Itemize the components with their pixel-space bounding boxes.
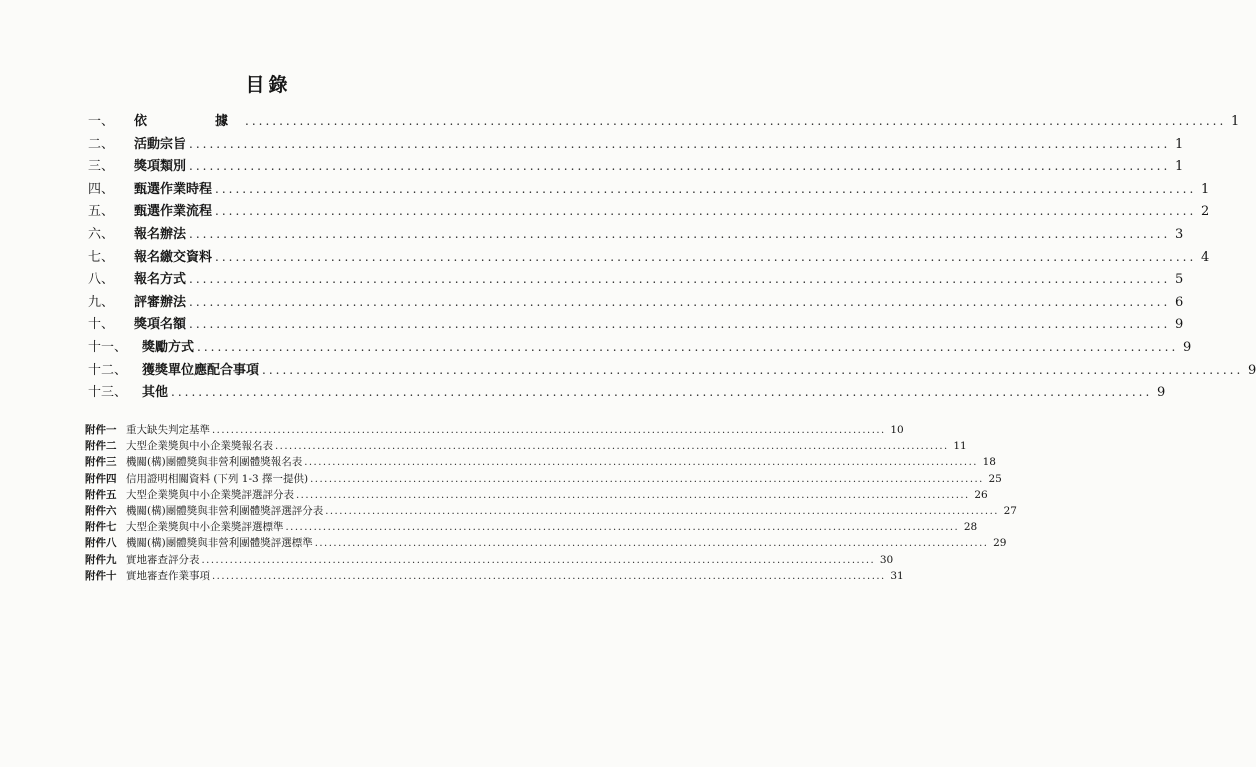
toc-row[interactable] [88, 178, 1210, 201]
dot-leader: ................................................................................................................................................ [215, 204, 1197, 219]
attachment-row[interactable] [85, 535, 1007, 551]
toc-number: 八、 [88, 272, 115, 288]
attachment-number: 附件二 [85, 440, 117, 453]
dot-leader: ................................................................................................................................................ [275, 441, 949, 453]
toc-number: 三、 [88, 159, 115, 175]
toc-title: 評審辦法 [134, 294, 187, 310]
dot-leader: ................................................................................................................................................ [212, 570, 886, 582]
toc-title: 獎項類別 [134, 159, 187, 175]
toc-title: 獲獎單位應配合事項 [142, 362, 260, 378]
toc-page-number: 9 [1248, 362, 1256, 378]
toc-title: 其他 [142, 385, 169, 401]
toc-row[interactable] [88, 268, 1184, 291]
dot-leader: ................................................................................................................................................ [325, 505, 999, 517]
attachment-number: 附件九 [85, 553, 117, 566]
toc-page-number: 1 [1175, 159, 1184, 175]
table-of-contents [88, 110, 1256, 404]
toc-number: 六、 [88, 226, 115, 242]
toc-number: 十二、 [88, 362, 128, 378]
toc-title: 獎勵方式 [142, 339, 195, 355]
dot-leader: ................................................................................................................................................ [212, 425, 886, 436]
toc-number: 十三、 [88, 385, 128, 401]
toc-page-number: 9 [1157, 385, 1166, 401]
attachment-row[interactable] [85, 568, 904, 584]
toc-page-number: 3 [1175, 226, 1184, 242]
attachment-row[interactable] [85, 422, 904, 438]
toc-page-number: 1 [1231, 114, 1240, 129]
attachment-number: 附件四 [85, 472, 117, 485]
toc-row[interactable] [88, 223, 1184, 246]
toc-row[interactable] [88, 291, 1184, 314]
attachment-page-number: 25 [988, 472, 1002, 485]
toc-title: 活動宗旨 [134, 136, 187, 152]
toc-row[interactable] [88, 381, 1166, 404]
dot-leader: ................................................................................................................................................ [189, 226, 1171, 241]
toc-page-number: 9 [1175, 317, 1184, 333]
attachment-row[interactable] [85, 471, 1002, 487]
toc-row[interactable] [88, 336, 1192, 359]
toc-title: 甄選作業時程 [134, 181, 213, 197]
dot-leader: ................................................................................................................................................ [245, 114, 1227, 128]
toc-page-number: 6 [1175, 294, 1184, 310]
attachment-page-number: 31 [890, 569, 904, 582]
attachment-title: 機關(構)團體獎與非營利團體獎報名表 [126, 456, 303, 469]
dot-leader: ................................................................................................................................................ [262, 362, 1244, 377]
toc-page-number: 1 [1175, 136, 1184, 152]
attachment-page-number: 10 [890, 424, 904, 436]
attachment-page-number: 26 [974, 488, 988, 501]
attachment-row[interactable] [85, 519, 978, 535]
dot-leader: ................................................................................................................................................ [189, 159, 1171, 174]
toc-title: 報名辦法 [134, 226, 187, 242]
dot-leader: ................................................................................................................................................ [310, 473, 984, 485]
attachment-row[interactable] [85, 552, 894, 568]
attachment-number: 附件八 [85, 537, 117, 550]
dot-leader: ................................................................................................................................................ [189, 294, 1171, 309]
attachment-page-number: 29 [993, 537, 1007, 550]
toc-row[interactable] [88, 359, 1256, 382]
dot-leader: ................................................................................................................................................ [314, 538, 989, 550]
attachment-page-number: 18 [982, 456, 996, 469]
attachment-number: 附件三 [85, 456, 117, 469]
toc-page-number: 2 [1201, 204, 1210, 220]
dot-leader: ................................................................................................................................................ [285, 522, 960, 534]
dot-leader: ................................................................................................................................................ [189, 136, 1171, 151]
toc-page-number: 4 [1201, 249, 1210, 265]
toc-number: 十、 [88, 317, 115, 333]
toc-row[interactable] [88, 313, 1184, 336]
attachment-page-number: 28 [963, 521, 978, 534]
toc-row[interactable] [88, 110, 1240, 133]
attachment-row[interactable] [85, 454, 996, 470]
dot-leader: ................................................................................................................................................ [201, 554, 876, 566]
attachment-row[interactable] [85, 438, 967, 454]
dot-leader: ................................................................................................................................................ [296, 489, 970, 501]
attachment-number: 附件一 [85, 424, 117, 436]
dot-leader: ................................................................................................................................................ [215, 249, 1197, 264]
dot-leader: ................................................................................................................................................ [189, 317, 1171, 332]
attachment-row[interactable] [85, 503, 1017, 519]
toc-title: 報名繳交資料 [134, 249, 213, 265]
attachment-title: 實地審查評分表 [126, 553, 200, 566]
toc-title: 獎項名額 [134, 317, 187, 333]
attachment-title: 機關(構)團體獎與非營利團體獎評選評分表 [126, 504, 324, 517]
attachment-title: 大型企業獎與中小企業獎評選評分表 [126, 488, 294, 501]
toc-number: 九、 [88, 294, 115, 310]
attachments-list [85, 422, 1017, 584]
attachment-page-number: 27 [1003, 504, 1017, 517]
attachment-title: 信用證明相關資料 (下列 1-3 擇一提供) [126, 472, 309, 485]
toc-row[interactable] [88, 133, 1184, 156]
attachment-number: 附件七 [85, 521, 117, 534]
attachment-title: 實地審查作業事項 [126, 569, 210, 582]
attachment-number: 附件五 [85, 488, 117, 501]
attachment-title: 大型企業獎與中小企業獎評選標準 [126, 521, 284, 534]
attachment-title: 大型企業獎與中小企業獎報名表 [126, 440, 273, 453]
dot-leader: ................................................................................................................................................ [215, 181, 1197, 196]
toc-row[interactable] [88, 200, 1210, 223]
attachment-number: 附件六 [85, 504, 117, 517]
toc-number: 二、 [88, 136, 115, 152]
dot-leader: ................................................................................................................................................ [197, 339, 1179, 354]
toc-page-number: 1 [1201, 181, 1210, 197]
toc-row[interactable] [88, 155, 1184, 178]
dot-leader: ................................................................................................................................................ [171, 385, 1153, 400]
toc-number: 七、 [88, 249, 115, 265]
toc-page-number: 9 [1183, 339, 1192, 355]
toc-number: 五、 [88, 204, 115, 220]
toc-number: 四、 [88, 181, 115, 197]
toc-title: 報名方式 [134, 272, 187, 288]
toc-number: 十一、 [88, 339, 128, 355]
toc-title: 依 據 [134, 114, 243, 129]
toc-row[interactable] [88, 246, 1210, 269]
attachment-number: 附件十 [85, 569, 117, 582]
attachment-title: 重大缺失判定基準 [126, 424, 210, 436]
attachment-page-number: 30 [879, 553, 894, 566]
attachment-page-number: 11 [953, 440, 967, 453]
toc-number: 一、 [88, 114, 115, 129]
attachment-title: 機關(構)團體獎與非營利團體獎評選標準 [126, 537, 313, 550]
dot-leader: ................................................................................................................................................ [189, 272, 1171, 287]
toc-title: 甄選作業流程 [134, 204, 213, 220]
toc-page-number: 5 [1175, 272, 1184, 288]
page-title: 目錄 [245, 74, 292, 96]
attachment-row[interactable] [85, 487, 988, 503]
dot-leader: ................................................................................................................................................ [304, 457, 978, 469]
